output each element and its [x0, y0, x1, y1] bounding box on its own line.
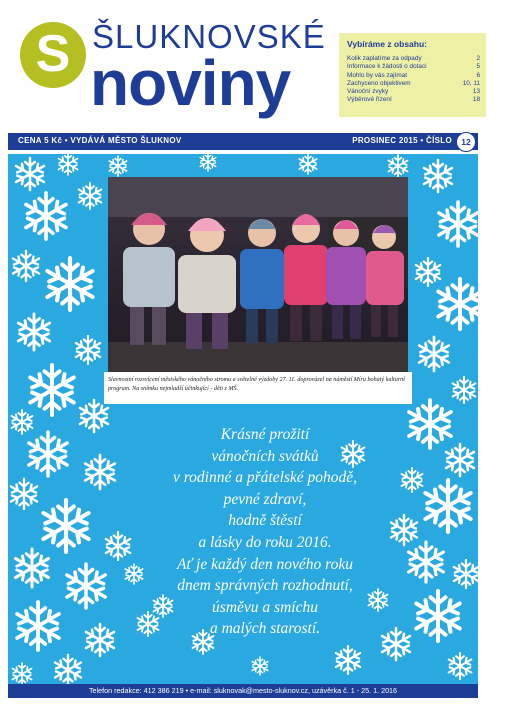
table-of-contents — [339, 33, 486, 117]
info-bar — [8, 133, 478, 150]
greeting-line: úsměvu a smíchu — [212, 598, 318, 616]
greeting-line: dnem správných rozhodnutí, — [177, 577, 353, 595]
toc-heading: Vybíráme z obsahu: — [347, 39, 427, 49]
greeting-line: a malých starostí. — [209, 620, 321, 638]
greeting-line: Krásné prožití — [220, 426, 310, 443]
masthead-title-top: ŠLUKNOVSKÉ — [92, 18, 326, 55]
logo-s-icon: S — [20, 22, 86, 88]
christmas-greeting — [150, 424, 380, 640]
toc-item-page: 18 — [472, 96, 480, 104]
top-border-snowflakes — [109, 154, 407, 177]
masthead — [0, 0, 510, 128]
toc-item[interactable] — [347, 72, 480, 80]
greeting-line: hodně štěstí — [228, 512, 302, 530]
issue-number-badge: 12 — [456, 132, 476, 152]
photo-children-choir — [108, 177, 408, 372]
toc-item-label: Mohlo by vás zajímat — [347, 71, 408, 79]
toc-item-label: Zachyceno objektivem — [347, 79, 411, 87]
price-publisher-text: CENA 5 Kč • VYDÁVÁ MĚSTO ŠLUKNOV — [18, 136, 182, 145]
greeting-line: v rodinné a přátelské pohodě, — [172, 469, 358, 487]
toc-item-page: 5 — [476, 63, 480, 71]
toc-item-page: 13 — [472, 88, 480, 96]
toc-item[interactable] — [347, 88, 480, 96]
toc-item-label: Kolik zaplatíme za odpady — [347, 55, 422, 62]
toc-item-page: 10, 11 — [462, 79, 480, 87]
greeting-line: a lásky do roku 2016. — [198, 533, 332, 551]
greeting-line: Ať je každý den nového roku — [177, 555, 353, 573]
toc-item-label: Informace k žádosti o dotaci — [347, 63, 427, 71]
toc-item-page: 6 — [476, 71, 480, 79]
toc-list — [347, 55, 480, 105]
footer-contact-text: Telefon redakce: 412 386 219 • e-mail: sluknovak@mesto-sluknov.cz, uzávěrka č. 1 - 25. 1. 2016 — [88, 686, 398, 695]
greeting-line: pevné zdraví, — [223, 490, 307, 508]
toc-item[interactable] — [347, 55, 480, 63]
toc-item[interactable] — [347, 80, 480, 88]
toc-item-label: Výběrové řízení — [347, 96, 392, 104]
photo-illustration — [108, 177, 408, 372]
toc-item[interactable] — [347, 96, 480, 104]
masthead-title: noviny — [90, 47, 291, 119]
toc-item-page: 2 — [476, 55, 480, 62]
footer-bar — [8, 684, 478, 698]
toc-item-label: Vánoční zvyky — [347, 88, 389, 96]
photo-caption: Slavnostní rozsvícení městského vánočního stromu a světelné výzdoby 27. 11. doprovázel na náměstí Míru bohatý kulturní program. Na snímku nejmladší účinkující - děti z MŠ. — [108, 377, 405, 392]
issue-date-text: PROSINEC 2015 • ČÍSLO — [352, 136, 452, 145]
toc-item[interactable] — [347, 63, 480, 71]
greeting-line: vánočních svátků — [211, 447, 319, 465]
